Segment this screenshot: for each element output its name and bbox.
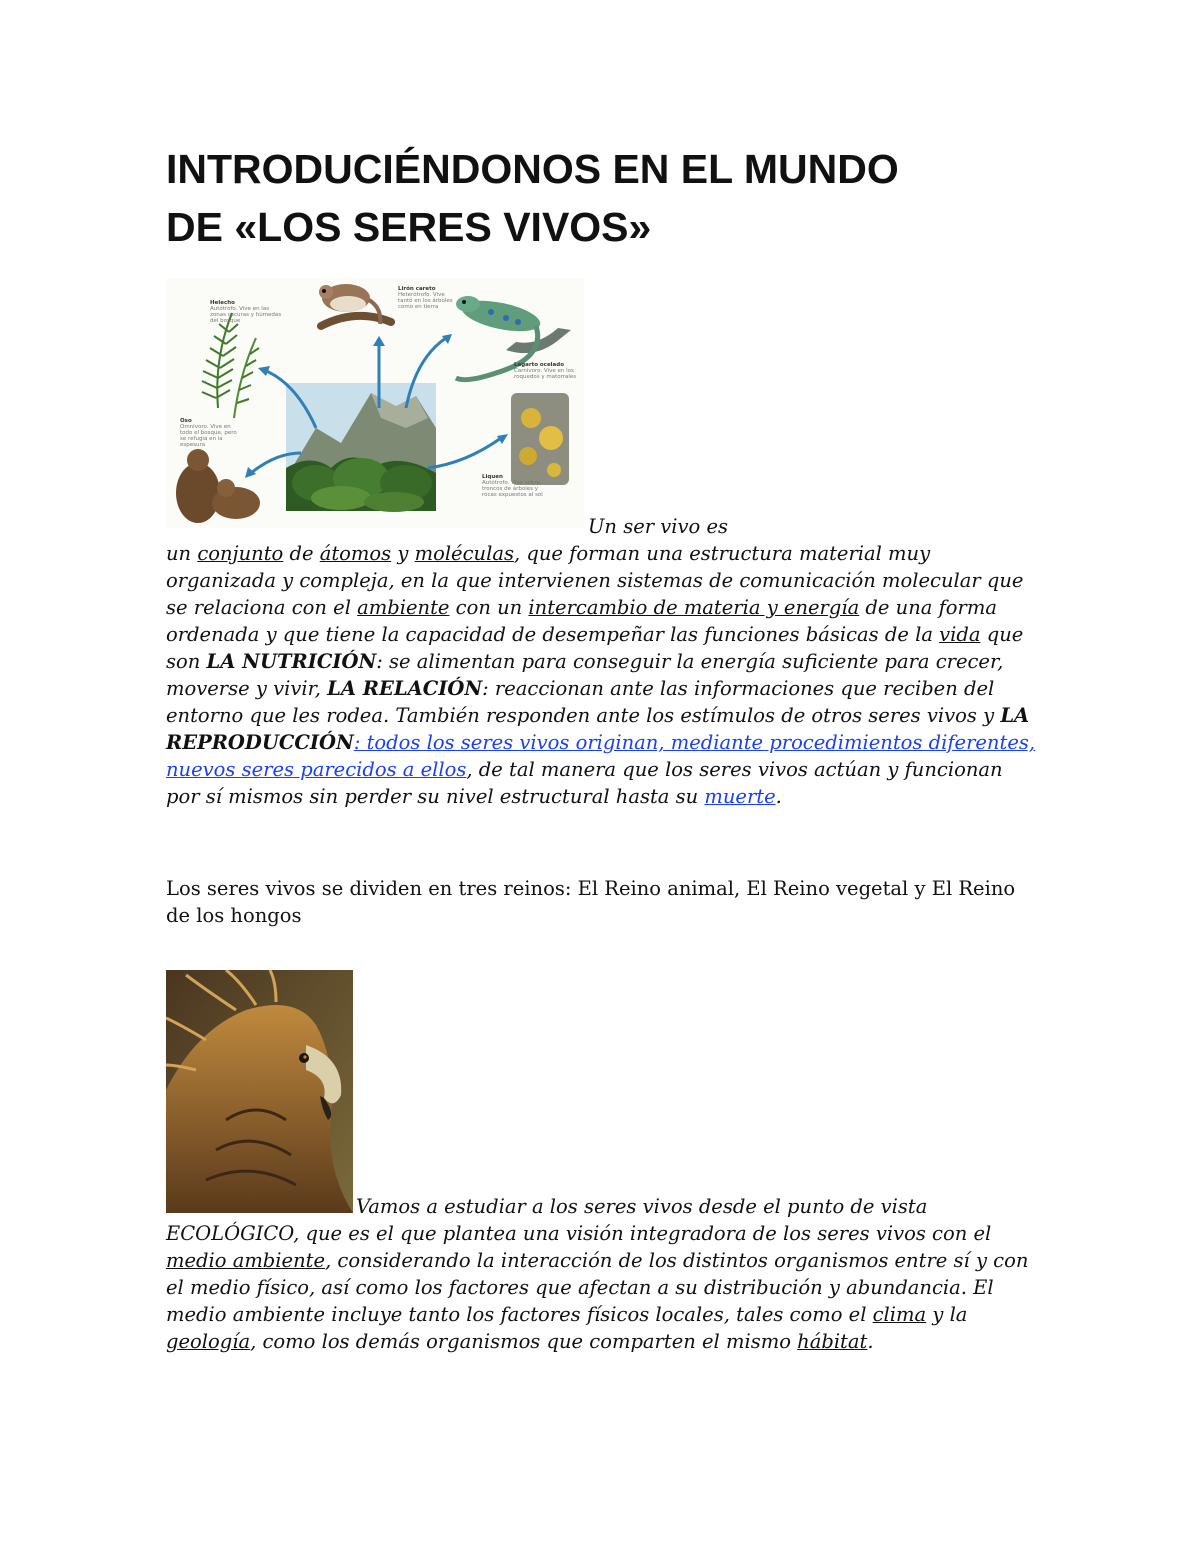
bold-reproduccion: LA REPRODUCCIÓN [166, 704, 1030, 754]
label-lagarto-desc: Carnívoro. Vive en los roquedos y matorrales [514, 368, 577, 380]
ecosystem-illustration [166, 278, 584, 528]
text-segment: que son [166, 623, 1024, 673]
label-lagarto [514, 362, 580, 380]
paragraph-definition [166, 513, 1036, 810]
text-segment: Vamos a estudiar a los seres vivos desde el punto de vista ECOLÓGICO, que es el que plantea una visión integradora de los seres vivos con el [166, 1195, 992, 1245]
text-segment: . [775, 785, 782, 808]
bears [176, 449, 260, 523]
link-habitat[interactable]: hábitat [797, 1330, 868, 1353]
link-atomos[interactable]: átomos [319, 542, 392, 565]
title-line-2: DE «LOS SERES VIVOS» [166, 204, 652, 250]
label-liron-desc: Heterótrofo. Vive tanto en los árboles como en tierra [398, 292, 453, 310]
label-liquen-desc: Autótrofo. Vive sobre troncos de árboles y rocas expuestos al sol [482, 480, 543, 498]
link-moleculas[interactable]: moléculas [414, 542, 514, 565]
link-intercambio-materia-energia[interactable]: intercambio de materia y energía [528, 596, 860, 619]
link-medio-ambiente[interactable]: medio ambiente [166, 1249, 325, 1272]
text-segment: Un ser vivo es [588, 515, 729, 538]
paragraph-reinos: Los seres vivos se dividen en tres reinos: El Reino animal, El Reino vegetal y El Reino de los hongos [166, 877, 1016, 927]
link-clima[interactable]: clima [872, 1303, 927, 1326]
text-segment: de una forma ordenada y que tiene la capacidad de desempeñar las funciones básicas de la [166, 596, 997, 646]
text-segment: : reaccionan ante las informaciones que reciben del entorno que les rodea. También responden ante los estímulos de otros seres vivos y [166, 677, 1001, 727]
bold-nutricion: LA NUTRICIÓN [206, 650, 377, 673]
text-segment: de [283, 542, 320, 565]
eagle-photo [166, 970, 353, 1213]
label-helecho-desc: Autótrofo. Vive en las zonas oscuras y húmedas del bosque [210, 306, 282, 324]
bold-relacion: LA RELACIÓN [327, 677, 483, 700]
page-title [166, 140, 1046, 256]
text-segment: : se alimentan para conseguir la energía suficiente para crecer, moverse y vivir, [166, 650, 1004, 700]
label-oso [180, 418, 238, 448]
eagle-drawing [166, 970, 353, 1213]
label-lagarto-name: Lagarto ocelado [514, 362, 564, 368]
text-segment: un [166, 542, 198, 565]
link-geologia[interactable]: geología [166, 1330, 251, 1353]
lichen [511, 393, 569, 485]
title-line-1: INTRODUCIÉNDONOS EN EL MUNDO [166, 146, 899, 192]
link-muerte[interactable]: muerte [704, 785, 776, 808]
label-oso-name: Oso [180, 418, 192, 424]
text-segment: y [391, 542, 415, 565]
fern [202, 313, 259, 418]
label-liron [398, 286, 458, 310]
forest-landscape [286, 383, 436, 512]
link-reproduccion[interactable]: : todos los seres vivos originan, mediante procedimientos diferentes, nuevos seres parecidos a ellos [166, 731, 1036, 781]
link-conjunto[interactable]: conjunto [197, 542, 284, 565]
label-liron-name: Lirón careto [398, 286, 436, 292]
label-liquen-name: Liquen [482, 474, 503, 480]
dormouse [319, 284, 391, 326]
label-oso-desc: Omnívoro. Vive en todo el bosque, pero se refugia en la espesura [180, 424, 237, 448]
paragraph-ecologico [166, 1193, 1046, 1355]
link-ambiente[interactable]: ambiente [357, 596, 450, 619]
label-helecho [210, 300, 282, 324]
text-segment: , que forman una estructura material muy organizada y compleja, en la que intervienen sistemas de comunicación molecular que se relaciona con el [166, 542, 1024, 619]
label-helecho-name: Helecho [210, 300, 235, 306]
text-segment: con un [449, 596, 529, 619]
text-segment: . [867, 1330, 874, 1353]
label-liquen [482, 474, 546, 498]
text-segment: , considerando la interacción de los distintos organismos entre sí y con el medio físico, así como los factores que afectan a su distribución y abundancia. El medio ambiente incluye tanto los factores físicos locales, tales como el [166, 1249, 1029, 1326]
text-segment: y la [926, 1303, 968, 1326]
text-segment: , de tal manera que los seres vivos actúan y funcionan por sí mismos sin perder su nivel estructural hasta su [166, 758, 1003, 808]
link-vida[interactable]: vida [939, 623, 981, 646]
text-segment: , como los demás organismos que comparten el mismo [250, 1330, 798, 1353]
